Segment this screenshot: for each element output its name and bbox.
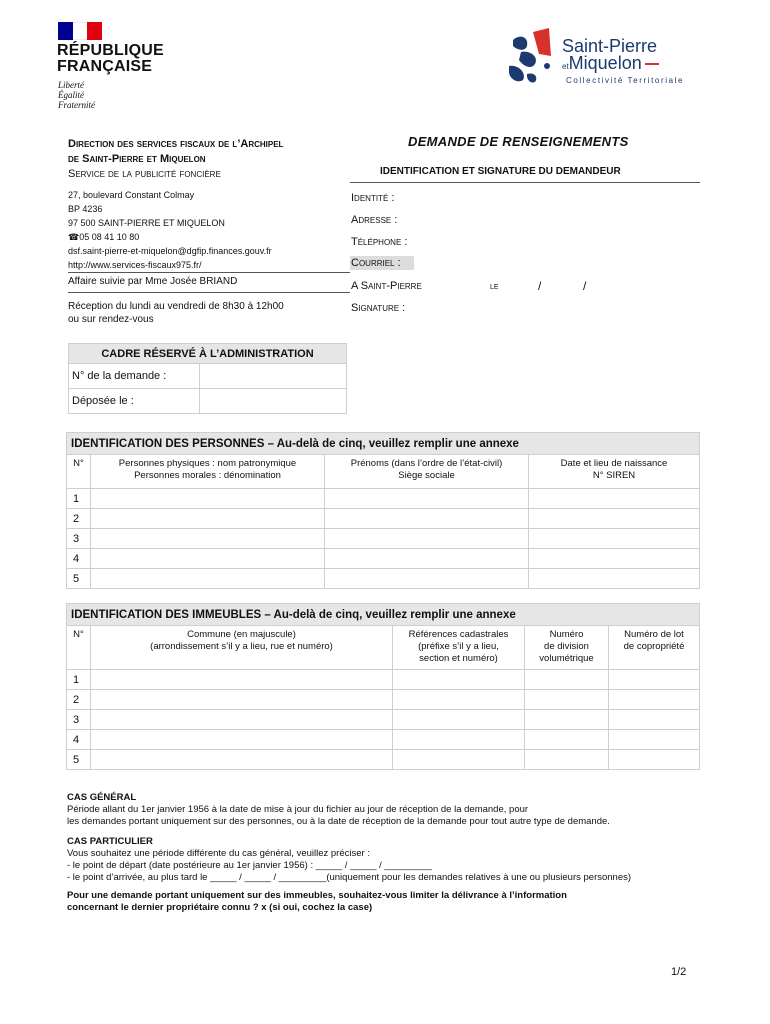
table-row: 5 bbox=[67, 750, 700, 770]
col-references: Références cadastrales (préfixe s’il y a lieu, section et numéro) bbox=[393, 626, 525, 670]
col-nom: Personnes physiques : nom patronymique Personnes morales : dénomination bbox=[91, 455, 325, 489]
affaire-suivie: Affaire suivie par Mme Josée BRIAND bbox=[68, 276, 238, 287]
spm-title: Saint-Pierre etMiquelon bbox=[562, 36, 658, 73]
immeubles-question: concernant le dernier propriétaire connu ? x (si oui, cochez la case) bbox=[67, 902, 373, 913]
adresse-label: Adresse : bbox=[351, 214, 398, 226]
date-slash: / bbox=[538, 279, 542, 293]
col-no: N° bbox=[67, 626, 91, 670]
lieu-label: A Saint-Pierre bbox=[351, 280, 422, 292]
immeubles-header: IDENTIFICATION DES IMMEUBLES – Au-delà de cinq, veuillez remplir une annexe bbox=[67, 604, 700, 626]
devise: Liberté Égalité Fraternité bbox=[58, 80, 95, 110]
immeubles-table bbox=[66, 603, 700, 770]
table-row: 2 bbox=[67, 509, 700, 529]
page-number: 1/2 bbox=[671, 966, 687, 978]
table-row: 4 bbox=[67, 549, 700, 569]
date-le-label: le bbox=[490, 281, 499, 292]
spm-subtitle: Collectivité Territoriale bbox=[566, 76, 685, 85]
courriel-label: Courriel : bbox=[351, 257, 401, 269]
table-row: 5 bbox=[67, 569, 700, 589]
signature-label: Signature : bbox=[351, 302, 406, 314]
divider bbox=[68, 272, 350, 273]
reception-hours: Réception du lundi au vendredi de 8h30 à 12h00 ou sur rendez-vous bbox=[68, 301, 284, 325]
page-title: DEMANDE DE RENSEIGNEMENTS bbox=[408, 134, 629, 149]
table-row: 3 bbox=[67, 529, 700, 549]
personnes-table bbox=[66, 432, 700, 589]
table-row: 2 bbox=[67, 690, 700, 710]
admin-num-field[interactable] bbox=[200, 364, 347, 389]
admin-title: CADRE RÉSERVÉ À L’ADMINISTRATION bbox=[69, 344, 347, 364]
french-flag-logo bbox=[58, 22, 102, 40]
admin-num-label: N° de la demande : bbox=[69, 364, 200, 389]
divider bbox=[68, 292, 350, 293]
cas-particulier-text: Vous souhaitez une période différente du cas général, veuillez préciser : bbox=[67, 848, 370, 859]
cas-general-text: Période allant du 1er janvier 1956 à la date de mise à jour du fichier au jour de réception de la demande, pour bbox=[67, 804, 529, 815]
republique-francaise-logo: RÉPUBLIQUE FRANÇAISE bbox=[57, 42, 164, 75]
col-prenoms: Prénoms (dans l’ordre de l’état-civil) Siège sociale bbox=[325, 455, 529, 489]
direction-address: 27, boulevard Constant Colmay BP 4236 97 500 SAINT-PIERRE ET MIQUELON ☎05 08 41 10 80 dsf.saint-pierre-et-miquelon@dgfip.finances.gouv.fr http://www.services-fiscaux975.fr/ bbox=[68, 190, 272, 270]
table-row: 1 bbox=[67, 489, 700, 509]
page-subtitle: IDENTIFICATION ET SIGNATURE DU DEMANDEUR bbox=[380, 166, 621, 177]
cas-particulier-text: - le point d’arrivée, au plus tard le _____ / _____ / _________(uniquement pour les demandes relatives à une ou plusieurs personnes) bbox=[67, 872, 632, 883]
col-no: N° bbox=[67, 455, 91, 489]
personnes-header: IDENTIFICATION DES PERSONNES – Au-delà de cinq, veuillez remplir une annexe bbox=[67, 433, 700, 455]
telephone-label: Téléphone : bbox=[351, 236, 408, 248]
table-row: 1 bbox=[67, 670, 700, 690]
divider bbox=[350, 182, 700, 183]
cas-particulier-text: - le point de départ (date postérieure au 1er janvier 1956) : _____ / _____ / _________ bbox=[67, 860, 432, 871]
table-row: 4 bbox=[67, 730, 700, 750]
col-division: Numéro de division volumétrique bbox=[525, 626, 609, 670]
notes-section bbox=[67, 792, 689, 914]
col-commune: Commune (en majuscule) (arrondissement s’il y a lieu, rue et numéro) bbox=[91, 626, 393, 670]
admin-deposee-field[interactable] bbox=[200, 389, 347, 414]
identite-label: Identité : bbox=[351, 192, 395, 204]
date-slash: / bbox=[583, 279, 587, 293]
admin-deposee-label: Déposée le : bbox=[69, 389, 200, 414]
direction-heading: Direction des services fiscaux de l’Archipel de Saint-Pierre et Miquelon Service de la publicité foncière bbox=[68, 138, 284, 180]
cas-general-text: les demandes portant uniquement sur des personnes, ou à la date de réception de la demande pour tout autre type de demande. bbox=[67, 816, 610, 827]
cas-general-heading: CAS GÉNÉRAL bbox=[67, 792, 137, 803]
cas-particulier-heading: CAS PARTICULIER bbox=[67, 836, 153, 847]
immeubles-question: Pour une demande portant uniquement sur des immeubles, souhaitez-vous limiter la délivrance à l’information bbox=[67, 890, 567, 901]
col-naissance: Date et lieu de naissance N° SIREN bbox=[529, 455, 700, 489]
table-row: 3 bbox=[67, 710, 700, 730]
col-lot: Numéro de lot de copropriété bbox=[609, 626, 700, 670]
admin-table bbox=[68, 343, 347, 414]
